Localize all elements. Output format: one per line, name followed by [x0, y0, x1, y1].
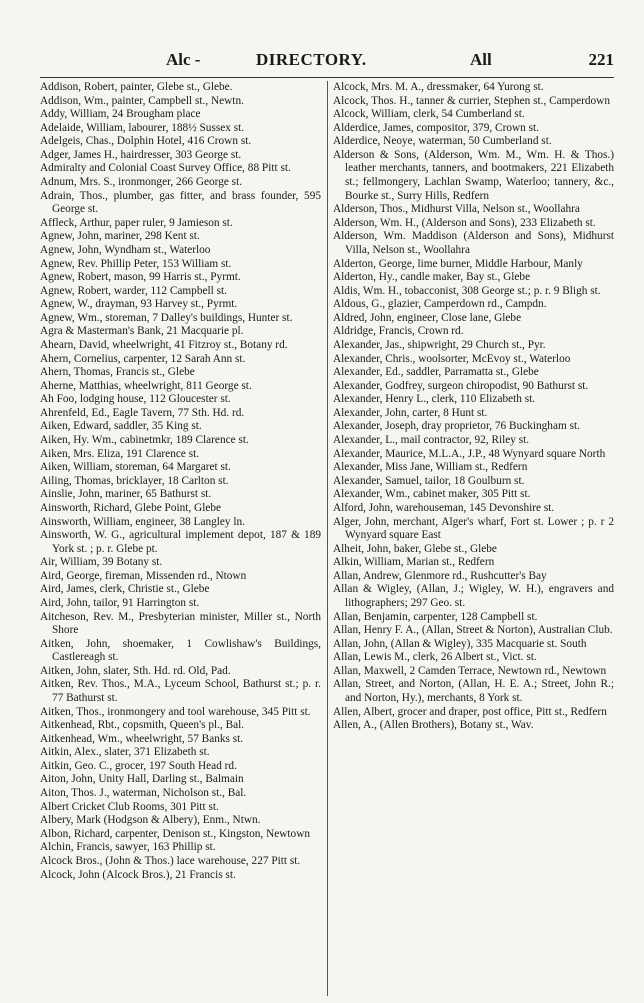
- directory-entry: Ainsworth, W. G., agricultural implement depot, 187 & 189 York st. ; p. r. Glebe pt.: [40, 529, 321, 555]
- directory-entry: Agnew, Wm., storeman, 7 Dalley's buildings, Hunter st.: [40, 311, 293, 324]
- directory-entry: Adger, James H., hairdresser, 303 George st.: [40, 148, 242, 161]
- header-right-guide-word: All: [470, 50, 492, 69]
- directory-entry: Alderson, Thos., Midhurst Villa, Nelson st., Woollahra: [333, 203, 580, 216]
- directory-entry: Adrain, Thos., plumber, gas fitter, and brass founder, 595 George st.: [40, 189, 321, 216]
- left-column: [40, 81, 321, 996]
- directory-entry: Aiton, John, Unity Hall, Darling st., Balmain: [40, 773, 244, 786]
- directory-entry: Alderton, Hy., candle maker, Bay st., Glebe: [333, 271, 531, 284]
- directory-entry: Aldis, Wm. H., tobacconist, 308 George st.; p. r. 9 Bligh st.: [333, 284, 601, 297]
- directory-entry: Aitcheson, Rev. M., Presbyterian minister, Miller st., North Shore: [40, 610, 321, 637]
- header-title: DIRECTORY.: [256, 50, 367, 69]
- directory-entry: Alexander, Chris., woolsorter, McEvoy st., Waterloo: [333, 352, 571, 365]
- directory-entry: Aitken, Rev. Thos., M.A., Lyceum School, Bathurst st.; p. r. 77 Bathurst st.: [40, 678, 321, 705]
- directory-entry: Ah Foo, lodging house, 112 Gloucester st.: [40, 393, 231, 406]
- directory-entry: Alexander, Wm., cabinet maker, 305 Pitt st.: [333, 488, 531, 501]
- directory-entry: Aitkenhead, Wm., wheelwright, 57 Banks st.: [40, 732, 244, 745]
- directory-entry: Adelaide, William, labourer, 188½ Sussex st.: [40, 121, 245, 134]
- directory-entry: Ahern, Cornelius, carpenter, 12 Sarah Ann st.: [40, 352, 246, 365]
- directory-entry: Alexander, Godfrey, surgeon chiropodist, 90 Bathurst st.: [333, 379, 589, 392]
- directory-entry: Alexander, Joseph, dray proprietor, 76 Buckingham st.: [333, 420, 580, 433]
- directory-entry: Allan & Wigley, (Allan, J.; Wigley, W. H.), engravers and lithographers; 297 Geo. st.: [333, 583, 614, 609]
- directory-entry: Aitkin, Geo. C., grocer, 197 South Head rd.: [40, 759, 237, 772]
- directory-entry: Allan, Street, and Norton, (Allan, H. E. A.; Street, John R.; and Norton, Hy.), merchants, 8 York st.: [333, 678, 614, 705]
- directory-entry: Aitken, John, shoemaker, 1 Cowlishaw's Buildings, Castlereagh st.: [40, 637, 321, 664]
- directory-entry: Ainslie, John, mariner, 65 Bathurst st.: [40, 488, 212, 501]
- directory-entry: Aiton, Thos. J., waterman, Nicholson st., Bal.: [40, 787, 247, 800]
- directory-entry: Aitken, John, slater, Sth. Hd. rd. Old, Pad.: [40, 664, 231, 677]
- running-header: [40, 50, 614, 72]
- directory-entry: Aherne, Matthias, wheelwright, 811 George st.: [40, 379, 252, 392]
- directory-entry: Aitkin, Alex., slater, 371 Elizabeth st.: [40, 746, 210, 759]
- directory-entry: Aldred, John, engineer, Close lane, Glebe: [333, 311, 522, 324]
- directory-entry: Alderton, George, lime burner, Middle Harbour, Manly: [333, 257, 583, 270]
- directory-entry: Alexander, Jas., shipwright, 29 Church st., Pyr.: [333, 338, 546, 351]
- directory-entry: Addison, Wm., painter, Campbell st., Newtn.: [40, 94, 244, 107]
- directory-entry: Aiken, Edward, saddler, 35 King st.: [40, 420, 202, 433]
- directory-entry: Allan, John, (Allan & Wigley), 335 Macquarie st. South: [333, 637, 587, 650]
- directory-entry: Alcock, Mrs. M. A., dressmaker, 64 Yurong st.: [333, 81, 544, 93]
- directory-entry: Agnew, John, mariner, 298 Kent st.: [40, 230, 200, 243]
- directory-entry: Aiken, William, storeman, 64 Margaret st.: [40, 461, 231, 474]
- directory-entry: Ahern, Thomas, Francis st., Glebe: [40, 366, 195, 379]
- directory-entry: Aiken, Mrs. Eliza, 191 Clarence st.: [40, 447, 200, 460]
- directory-entry: Ahrenfeld, Ed., Eagle Tavern, 77 Sth. Hd. rd.: [40, 406, 245, 419]
- directory-entry: Alexander, L., mail contractor, 92, Riley st.: [333, 434, 530, 447]
- directory-entry: Air, William, 39 Botany st.: [40, 556, 163, 569]
- directory-entry: Alderdice, James, compositor, 379, Crown st.: [333, 121, 539, 134]
- directory-entry: Alexander, Ed., saddler, Parramatta st., Glebe: [333, 366, 539, 379]
- directory-entry: Aitkenhead, Rbt., copsmith, Queen's pl., Bal.: [40, 719, 245, 732]
- directory-entry: Allan, Lewis M., clerk, 26 Albert st., Vict. st.: [333, 651, 537, 664]
- directory-entry: Alexander, Samuel, tailor, 18 Goulburn st.: [333, 474, 525, 487]
- directory-entry: Ahearn, David, wheelwright, 41 Fitzroy st., Botany rd.: [40, 338, 288, 351]
- directory-entry: Alderson & Sons, (Alderson, Wm. M., Wm. H. & Thos.) leather merchants, tanners, and bootmakers, 221 Elizabeth st.; fellmongery, Lachlan Swamp, Waterloo; tannery, &c., Bourke st., Surry Hills, Redfern: [333, 148, 614, 202]
- directory-entry: Allan, Benjamin, carpenter, 128 Campbell st.: [333, 610, 538, 623]
- directory-entry: Addison, Robert, painter, Glebe st., Glebe.: [40, 81, 233, 93]
- page-number: 221: [588, 50, 614, 69]
- directory-entry: Albert Cricket Club Rooms, 301 Pitt st.: [40, 800, 219, 813]
- directory-entry: Allan, Maxwell, 2 Camden Terrace, Newtown rd., Newtown: [333, 664, 607, 677]
- directory-entry: Adelgeis, Chas., Dolphin Hotel, 416 Crown st.: [40, 135, 252, 148]
- directory-entry: Alexander, Henry L., clerk, 110 Elizabeth st.: [333, 393, 536, 406]
- directory-entry: Alderson, Wm. Maddison (Alderson and Sons), Midhurst Villa, Nelson st., Woollahra: [333, 230, 614, 256]
- directory-entry: Alderson, Wm. H., (Alderson and Sons), 233 Elizabeth st.: [333, 216, 596, 229]
- directory-entry: Agnew, John, Wyndham st., Waterloo: [40, 243, 211, 256]
- directory-entry: Alcock, Thos. H., tanner & currier, Stephen st., Camperdown: [333, 94, 610, 107]
- directory-entry: Aldous, G., glazier, Camperdown rd., Campdn.: [333, 298, 547, 311]
- directory-entry: Addy, William, 24 Brougham place: [40, 108, 201, 121]
- directory-entry: Aird, James, clerk, Christie st., Glebe: [40, 583, 210, 596]
- directory-entry: Alger, John, merchant, Alger's wharf, Fort st. Lower ; p. r 2 Wynyard square East: [333, 515, 614, 542]
- header-rule: [40, 77, 614, 78]
- directory-entry: Alexander, John, carter, 8 Hunt st.: [333, 406, 488, 419]
- directory-entry: Aitken, Thos., ironmongery and tool warehouse, 345 Pitt st.: [40, 705, 311, 718]
- directory-entry: Ainsworth, William, engineer, 38 Langley ln.: [40, 515, 246, 528]
- directory-entry: Agnew, Rev. Phillip Peter, 153 William st.: [40, 257, 232, 270]
- directory-entry: Ailing, Thomas, bricklayer, 18 Carlton st.: [40, 474, 229, 487]
- directory-entry: Aird, John, tailor, 91 Harrington st.: [40, 596, 200, 609]
- directory-entry: Alcock, William, clerk, 54 Cumberland st.: [333, 108, 525, 121]
- column-divider: [327, 81, 328, 996]
- directory-entry: Alcock, John (Alcock Bros.), 21 Francis st.: [40, 868, 236, 881]
- directory-entry: Aird, George, fireman, Missenden rd., Ntown: [40, 569, 247, 582]
- directory-entry: Aldridge, Francis, Crown rd.: [333, 325, 464, 338]
- directory-entry: Allen, Albert, grocer and draper, post office, Pitt st., Redfern: [333, 705, 607, 718]
- directory-entry: Alheit, John, baker, Glebe st., Glebe: [333, 542, 497, 555]
- directory-entry: Albery, Mark (Hodgson & Albery), Enm., Ntwn.: [40, 814, 261, 827]
- directory-entry: Admiralty and Colonial Coast Survey Office, 88 Pitt st.: [40, 162, 291, 175]
- directory-entry: Allan, Andrew, Glenmore rd., Rushcutter's Bay: [333, 569, 547, 582]
- directory-entry: Affleck, Arthur, paper ruler, 9 Jamieson st.: [40, 216, 233, 229]
- right-column: [333, 81, 614, 996]
- directory-entry: Adnum, Mrs. S., ironmonger, 266 George st.: [40, 176, 243, 189]
- directory-entry: Alkin, William, Marian st., Redfern: [333, 556, 495, 569]
- directory-entry: Albon, Richard, carpenter, Denison st., Kingston, Newtown: [40, 827, 310, 840]
- directory-entry: Agra & Masterman's Bank, 21 Macquarie pl.: [40, 325, 244, 338]
- columns: [40, 81, 614, 996]
- directory-entry: Alford, John, warehouseman, 145 Devonshire st.: [333, 501, 555, 514]
- directory-entry: Allan, Henry F. A., (Allan, Street & Norton), Australian Club.: [333, 624, 613, 637]
- directory-entry: Alexander, Miss Jane, William st., Redfern: [333, 461, 528, 474]
- directory-entry: Ainsworth, Richard, Glebe Point, Glebe: [40, 501, 222, 514]
- directory-entry: Agnew, Robert, mason, 99 Harris st., Pyrmt.: [40, 271, 241, 284]
- directory-entry: Alcock Bros., (John & Thos.) lace warehouse, 227 Pitt st.: [40, 854, 301, 867]
- directory-entry: Agnew, Robert, warder, 112 Campbell st.: [40, 284, 227, 297]
- directory-entry: Aiken, Hy. Wm., cabinetmkr, 189 Clarence st.: [40, 434, 249, 447]
- header-left-guide-word: Alc -: [166, 50, 201, 69]
- directory-entry: Alderdice, Neoye, waterman, 50 Cumberland st.: [333, 135, 552, 148]
- directory-entry: Alchin, Francis, sawyer, 163 Phillip st.: [40, 841, 216, 854]
- directory-entry: Alexander, Maurice, M.L.A., J.P., 48 Wynyard square North: [333, 447, 606, 460]
- directory-entry: Agnew, W., drayman, 93 Harvey st., Pyrmt.: [40, 298, 238, 311]
- directory-entry: Allen, A., (Allen Brothers), Botany st., Wav.: [333, 719, 534, 732]
